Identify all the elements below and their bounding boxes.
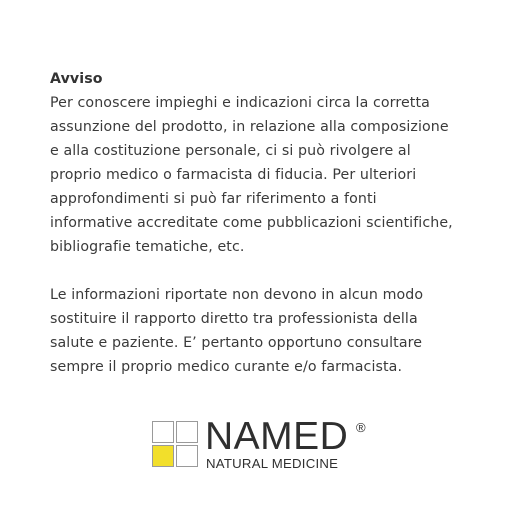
notice-paragraph-usage: Per conoscere impieghi e indicazioni circa la corretta assunzione del prodotto, in relazione alla composizione e alla costituzione personale, ci si può rivolgere al proprio medico o farmacista di fiducia. Per ulteriori approfondimenti si può far riferimento a fonti informative accreditate come pubblicazioni scientifiche, bibliografie tematiche, etc. bbox=[50, 95, 453, 255]
logo-grid-cell-yellow bbox=[152, 445, 174, 467]
named-grid-logo-icon bbox=[152, 421, 200, 469]
notice-title: Avviso bbox=[50, 71, 103, 87]
logo-grid-cell bbox=[176, 445, 198, 467]
logo-wordmark: NAMED bbox=[205, 415, 349, 458]
logo-tagline: NATURAL MEDICINE bbox=[206, 456, 339, 471]
logo-grid-cell bbox=[176, 421, 198, 443]
notice-paragraph-disclaimer: Le informazioni riportate non devono in alcun modo sostituire il rapporto diretto tra professionista della salute e paziente. E’ pertanto opportuno consultare sempre il proprio medico curante e/o farmacista. bbox=[50, 287, 424, 375]
brand-logo bbox=[152, 415, 372, 473]
registered-mark: ® bbox=[356, 420, 366, 435]
logo-grid-cell bbox=[152, 421, 174, 443]
notice-block bbox=[50, 67, 490, 379]
